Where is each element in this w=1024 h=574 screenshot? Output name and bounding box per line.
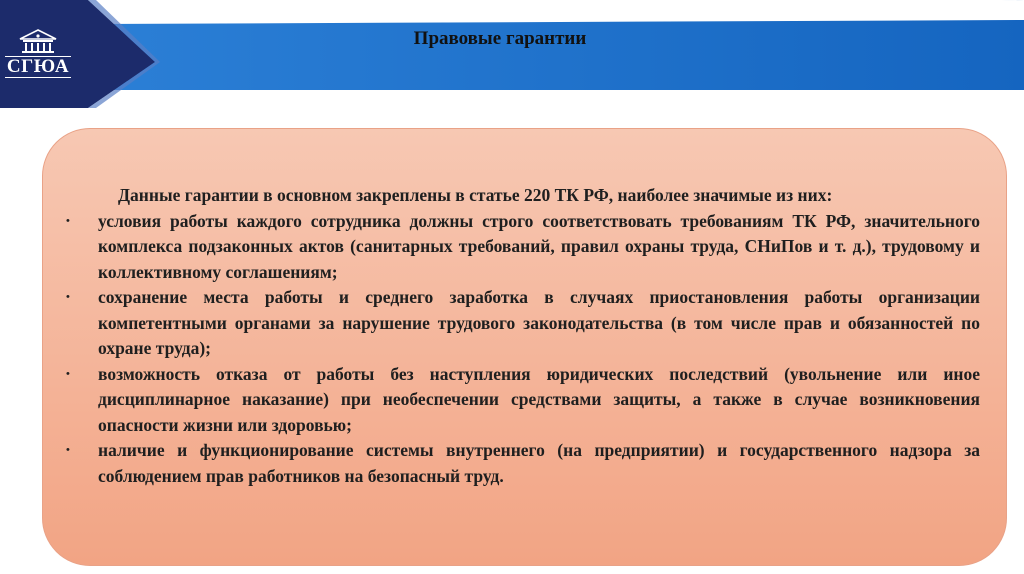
list-item-text: условия работы каждого сотрудника должны строго соответствовать требованиям ТК РФ, значительного комплекса подзаконных актов (санитарных требований, правил охраны труда, СНиПов и т. д.), трудовому и коллективному соглашениям; [98, 210, 980, 282]
list-item [62, 285, 980, 362]
list-item [62, 362, 980, 439]
bullet-icon: • [66, 291, 70, 303]
logo [6, 28, 70, 92]
bullet-icon: • [66, 444, 70, 456]
header-band [0, 0, 1024, 110]
logo-text: СГЮА [6, 56, 70, 77]
list-item-text: сохранение места работы и среднего заработка в случаях приостановления работы организации компетентными органами за нарушение трудового законодательства (в том числе прав и обязанностей по охране труда); [98, 287, 980, 358]
building-icon [16, 28, 60, 54]
white-swoosh [96, 0, 1024, 24]
list-item [62, 438, 980, 489]
list-item-text: возможность отказа от работы без наступления юридических последствий (увольнение или иное дисциплинарное наказание) при необеспечении средствами защиты, а также в случае возникновения опасности жизни или здоровью; [98, 363, 980, 435]
list-item-text: наличие и функционирование системы внутреннего (на предприятии) и государственного надзора за соблюдением прав работников на безопасный труд. [98, 440, 980, 486]
intro-paragraph: Данные гарантии в основном закреплены в статье 220 ТК РФ, наиболее значимые из них: [118, 185, 833, 205]
bullet-icon: • [66, 214, 70, 227]
list-item [62, 209, 980, 286]
bullet-icon: • [66, 367, 70, 380]
content-text [62, 183, 980, 489]
page-title: Правовые гарантии [413, 28, 587, 49]
guarantee-list [62, 209, 980, 490]
